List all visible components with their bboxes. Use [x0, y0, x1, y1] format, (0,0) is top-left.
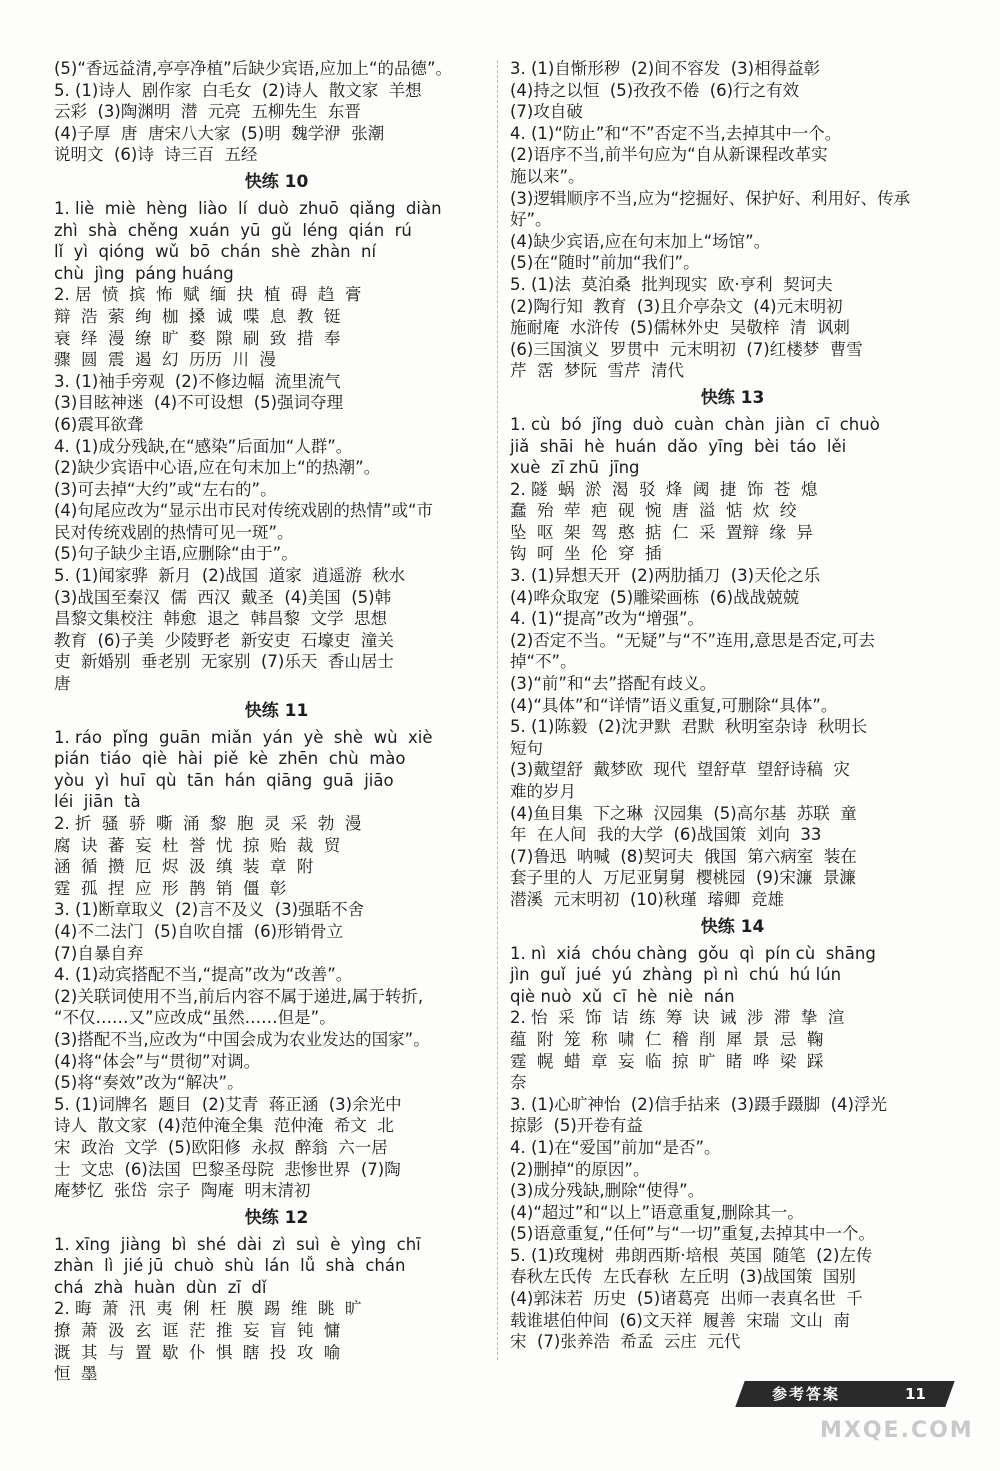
answer-line: 霆 孤 捏 应 形 鹊 销 僵 彰 [54, 878, 287, 898]
answer-line: 载谁堪伯仲间 (6)文天祥 履善 宋瑞 文山 南 [510, 1310, 850, 1330]
answer-line: (4)将“体会”与“贯彻”对调。 [54, 1051, 261, 1071]
answer-line: 1. nì xiá chóu chàng gǒu qì pín cù shāng [510, 943, 876, 963]
answer-line: (4)哗众取宠 (5)雕梁画栋 (6)战战兢兢 [510, 587, 800, 607]
answer-line: jìn guǐ jué yú zhàng pì nì chú hú lún [510, 965, 842, 985]
answer-line: (3)逻辑顺序不当,应为“挖掘好、保护好、利用好、传承 [510, 188, 911, 208]
answer-line: 宋 (7)张养浩 希孟 云庄 元代 [510, 1332, 741, 1352]
answer-line: (2)语序不当,前半句应为“自从新课程改革实 [510, 145, 828, 165]
answer-line: 掉“不”。 [510, 652, 577, 672]
answer-line: 施以来”。 [510, 166, 585, 186]
answer-line: 5. (1)法 莫泊桑 批判现实 欧·亨利 契诃夫 [510, 274, 833, 294]
answer-line: 宋 政治 文学 (5)欧阳修 永叔 醉翁 六一居 [54, 1137, 388, 1157]
answer-line: (5)“香远益清,亭亭净植”后缺少宾语,应加上“的品德”。 [54, 59, 453, 78]
answer-line: (2)否定不当。“无疑”与“不”连用,意思是否定,可去 [510, 630, 876, 650]
answer-line: 春秋左氏传 左氏春秋 左丘明 (3)战国策 国别 [510, 1267, 856, 1287]
answer-line: (4)子厚 唐 唐宋八大家 (5)明 魏学洢 张潮 [54, 123, 385, 143]
answer-line: léi jiān tà [54, 792, 141, 812]
answer-line: xuè zī zhū jīng [510, 458, 640, 478]
answer-line: 套子里的人 万尼亚舅舅 樱桃园 (9)宋濂 景濂 [510, 868, 856, 888]
answer-line: 好”。 [510, 210, 552, 230]
answer-line: 2. 怡 采 饰 诘 练 筹 诀 诫 涉 滞 挚 渲 [510, 1008, 845, 1028]
answer-line: (4)鱼目集 下之琳 汉园集 (5)高尔基 苏联 童 [510, 803, 857, 823]
answer-line: 4. (1)“防止”和“不”否定不当,去掉其中一个。 [510, 123, 842, 143]
answer-line: (5)句子缺少主语,应删除“由于”。 [54, 544, 298, 564]
answer-line: 4. (1)在“爱国”前加“是否”。 [510, 1137, 721, 1157]
answer-line: 5. (1)诗人 剧作家 白毛女 (2)诗人 散文家 羊想 [54, 80, 422, 100]
section-heading: 快练 11 [244, 700, 309, 721]
answer-line: 5. (1)词牌名 题目 (2)艾青 蒋正涵 (3)余光中 [54, 1094, 402, 1114]
answer-line: 潜溪 元末明初 (10)秋瑾 璿卿 竞雄 [510, 889, 784, 909]
answer-line: jiǎ shāi hè huán dǎo yīng bèi táo lěi [510, 436, 847, 456]
answer-line: 2. 晦 萧 汛 夷 俐 枉 膜 踢 维 眺 旷 [54, 1299, 362, 1319]
answer-line: 3. (1)袖手旁观 (2)不修边幅 流里流气 [54, 371, 341, 391]
answer-line: 1. xīng jiàng bì shé dài zì suì è yìng chī [54, 1234, 421, 1254]
answer-line: 5. (1)玫瑰树 弗朗西斯·培根 英国 随笔 (2)左传 [510, 1245, 873, 1265]
answer-line: 蕴 附 笼 称 啸 仁 稽 削 犀 景 忌 鞠 [510, 1029, 824, 1049]
answer-line: 恒 墨 [54, 1364, 98, 1384]
answer-line: 霆 幌 蜡 章 妄 临 掠 旷 睹 哗 梁 踩 [510, 1051, 824, 1071]
answer-line: 涵 循 攒 厄 烬 汲 缜 装 章 附 [54, 857, 314, 877]
answer-line: 2. 隧 蜗 淤 渴 驳 烽 阈 捷 饰 苍 熄 [510, 479, 818, 499]
answer-line: (7)自暴自弃 [54, 943, 144, 963]
answer-line: 辩 浩 萦 绚 枷 搡 诚 喋 息 教 铤 [54, 306, 341, 326]
answer-line: 云彩 (3)陶渊明 潜 元亮 五柳先生 东晋 [54, 102, 361, 122]
answer-line: (2)缺少宾语中心语,应在句末加上“的热潮”。 [54, 458, 381, 478]
answer-line: (5)语意重复,“任何”与“一切”重复,去掉其中一个。 [510, 1224, 876, 1244]
answer-line: (4)“具体”和“详情”语义重复,可删除“具体”。 [510, 695, 838, 715]
answer-line: 4. (1)“提高”改为“增强”。 [510, 609, 705, 629]
answer-line: zhì shà chěng xuán yū gǔ léng qián rú [54, 220, 412, 240]
answer-line: 1. liè miè hèng liào lí duò zhuō qiǎng diàn [54, 198, 442, 218]
answer-line: 5. (1)陈毅 (2)沈尹默 君默 秋明室杂诗 秋明长 [510, 717, 868, 737]
answer-line: chù jìng páng huáng [54, 263, 234, 283]
answer-line: 吏 新婚别 垂老别 无家别 (7)乐天 香山居士 [54, 652, 394, 672]
answer-line: (6)三国演义 罗贯中 元末明初 (7)红楼梦 曹雪 [510, 339, 863, 359]
answer-line: 士 文忠 (6)法国 巴黎圣母院 悲惨世界 (7)陶 [54, 1159, 401, 1179]
page-number: 11 [905, 1385, 926, 1403]
section-heading: 快练 13 [700, 387, 765, 408]
answer-line: (3)搭配不当,应改为“中国会成为农业发达的国家”。 [54, 1029, 430, 1049]
answer-line: 4. (1)动宾搭配不当,“提高”改为“改善”。 [54, 965, 353, 985]
answer-line: (6)震耳欲聋 [54, 414, 144, 434]
answer-line: 3. (1)自惭形秽 (2)间不容发 (3)相得益彰 [510, 59, 821, 78]
left-column [54, 58, 499, 1385]
answer-line: 蠢 殆 荦 疤 砚 惋 唐 溢 惦 炊 绞 [510, 501, 797, 521]
answer-line: 2. 居 愤 摈 怖 赋 缅 抉 植 碍 趋 膏 [54, 285, 362, 305]
answer-line: (2)删掉“的原因”。 [510, 1159, 650, 1179]
answer-line: chá zhà huàn dùn zī dǐ [54, 1277, 267, 1297]
answer-line: 施耐庵 水浒传 (5)儒林外史 吴敬梓 清 讽刺 [510, 318, 850, 338]
answer-line: 1. cù bó jǐng duò cuàn chàn jiàn cī chuò [510, 414, 880, 434]
answer-line: 5. (1)闻家骅 新月 (2)战国 道家 逍遥游 秋水 [54, 566, 406, 586]
answer-line: 民对传统戏剧的热情可见一斑”。 [54, 522, 294, 542]
answer-line: 芹 霑 梦阮 雪芹 清代 [510, 361, 684, 381]
answer-line: 3. (1)心旷神怡 (2)信手拈来 (3)蹑手蹑脚 (4)浮光 [510, 1094, 887, 1114]
answer-line: qiè nuò xǔ cī hè niè nán [510, 986, 735, 1006]
answer-line: (3)目眩神迷 (4)不可设想 (5)强词夺理 [54, 393, 344, 413]
answer-line: (2)关联词使用不当,前后内容不属于递进,属于转折, [54, 986, 424, 1006]
answer-line: (3)可去掉“大约”或“左右的”。 [54, 479, 277, 499]
answer-line: (3)战国至秦汉 儒 西汉 戴圣 (4)美国 (5)韩 [54, 587, 392, 607]
answer-line: (3)“前”和“去”搭配有歧义。 [510, 674, 717, 694]
answer-line: “不仅……又”应改成“虽然……但是”。 [54, 1008, 336, 1028]
answer-line: (7)攻自破 [510, 102, 583, 122]
answer-line: 1. ráo pǐng guān miǎn yán yè shè wù xiè [54, 727, 433, 747]
answer-line: 奈 [510, 1073, 527, 1093]
answer-line: 4. (1)成分残缺,在“感染”后面加“人群”。 [54, 436, 353, 456]
answer-line: (7)鲁迅 呐喊 (8)契诃夫 俄国 第六病室 装在 [510, 846, 857, 866]
answer-line: 撩 萧 汲 玄 诓 茫 推 妄 盲 钝 慵 [54, 1321, 341, 1341]
answer-line: 钩 呵 坐 伦 穿 插 [510, 544, 662, 564]
answer-line: 2. 折 骚 骄 嘶 涌 黎 胞 灵 采 勃 漫 [54, 814, 362, 833]
answer-line: 腐 诀 蕃 妄 杜 誉 忧 掠 贻 裁 贸 [54, 835, 341, 855]
answer-line: 昌黎文集校注 韩愈 退之 韩昌黎 文学 思想 [54, 609, 387, 629]
answer-line: zhàn lì jié jū chuò shù lán lǚ shà chán [54, 1256, 406, 1276]
answer-line: (2)陶行知 教育 (3)且介亭杂文 (4)元末明初 [510, 296, 843, 316]
answer-line: (4)郭沫若 历史 (5)诸葛亮 出师一表真名世 千 [510, 1289, 863, 1309]
answer-line: (4)不二法门 (5)自吹自擂 (6)形销骨立 [54, 921, 344, 941]
answer-line: (5)将“奏效”改为“解决”。 [54, 1073, 244, 1093]
right-column [510, 58, 955, 1353]
answer-line: (4)持之以恒 (5)孜孜不倦 (6)行之有效 [510, 80, 800, 100]
answer-line: (3)成分残缺,删除“使得”。 [510, 1181, 705, 1201]
answer-line: yòu yì huī qù tān hán qiāng guā jiāo [54, 770, 394, 790]
answer-line: 骤 圆 震 遏 幻 历历 川 漫 [54, 350, 276, 370]
answer-line: (5)在“随时”前加“我们”。 [510, 253, 700, 273]
answer-line: 教育 (6)子美 少陵野老 新安吏 石壕吏 潼关 [54, 630, 394, 650]
answer-line: 唐 [54, 674, 71, 694]
section-heading: 快练 14 [700, 916, 765, 937]
answer-line: 衰 绎 漫 缭 旷 婺 隙 刷 致 措 奉 [54, 328, 341, 348]
answer-line: 诗人 散文家 (4)范仲淹全集 范仲淹 希文 北 [54, 1116, 394, 1136]
answer-line: 难的岁月 [510, 782, 576, 801]
answer-line: 3. (1)断章取义 (2)言不及义 (3)强聒不舍 [54, 900, 365, 920]
answer-line: 说明文 (6)诗 诗三百 五经 [54, 145, 258, 165]
answer-line: 短句 [510, 738, 543, 758]
section-heading: 快练 12 [244, 1207, 309, 1228]
section-heading: 快练 10 [244, 171, 309, 192]
answer-line: 溉 其 与 置 歇 仆 惧 瞎 投 攻 喻 [54, 1342, 341, 1362]
answer-line: 年 在人间 我的大学 (6)战国策 刘向 33 [510, 825, 822, 845]
watermark-logo: MXQE.COM [820, 1418, 974, 1443]
answer-line: (4)句尾应改为“显示出市民对传统戏剧的热情”或“市 [54, 501, 434, 521]
answer-line: 坠 呕 架 驾 憨 掂 仁 采 置辩 缘 异 [510, 522, 813, 542]
answer-line: 3. (1)异想天开 (2)两肋插刀 (3)天伦之乐 [510, 566, 821, 586]
answer-line: lǐ yì qióng wǔ bō chán shè zhàn ní [54, 242, 377, 262]
footer-label: 参考答案 [772, 1385, 841, 1403]
answer-line: pián tiáo qiè hài piě kè zhēn chù mào [54, 749, 406, 769]
answer-line: (4)“超过”和“以上”语意重复,删除其一。 [510, 1202, 804, 1222]
answer-line: (3)戴望舒 戴梦欧 现代 望舒草 望舒诗稿 灾 [510, 760, 850, 780]
answer-line: 庵梦忆 张岱 宗子 陶庵 明末清初 [54, 1181, 311, 1201]
answer-line: (4)缺少宾语,应在句末加上“场馆”。 [510, 231, 771, 251]
answer-line: 掠影 (5)开卷有益 [510, 1116, 643, 1136]
